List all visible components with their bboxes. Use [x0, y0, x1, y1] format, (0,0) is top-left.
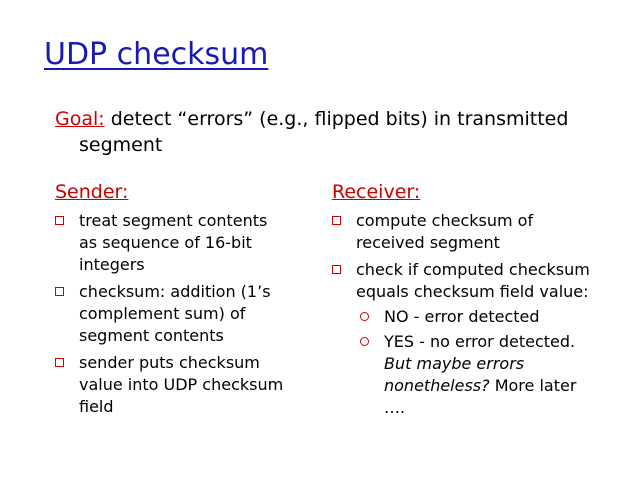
- subitem-yes-nonetheless: nonetheless?: [384, 376, 490, 395]
- square-bullet-icon: [332, 265, 341, 274]
- receiver-item-line: received segment: [356, 233, 500, 252]
- sender-heading: Sender:: [55, 181, 129, 203]
- sender-item-line: treat segment contents: [79, 211, 268, 230]
- square-bullet-icon: [55, 358, 64, 367]
- square-bullet-icon: [332, 216, 341, 225]
- square-bullet-icon: [55, 216, 64, 225]
- subitem-no: NO - error detected: [384, 307, 540, 326]
- sender-list: [55, 210, 300, 423]
- sender-item-line: segment contents: [79, 326, 224, 345]
- receiver-subitem: [356, 331, 622, 419]
- receiver-item: [332, 210, 622, 254]
- sender-item-line: integers: [79, 255, 145, 274]
- receiver-subitem: [356, 306, 622, 328]
- sender-item-line: complement sum) of: [79, 304, 246, 323]
- sender-item: [55, 352, 300, 418]
- subitem-yes-more-later: More later: [489, 376, 577, 395]
- sender-item: [55, 281, 300, 347]
- sender-item-line: sender puts checksum: [79, 353, 260, 372]
- slide-title: UDP checksum: [44, 37, 269, 72]
- subitem-yes: YES - no error detected.: [384, 332, 576, 351]
- goal-label: Goal:: [55, 108, 105, 130]
- sender-item-line: as sequence of 16-bit: [79, 233, 252, 252]
- subitem-yes-ellipsis: ….: [384, 398, 406, 417]
- receiver-item-line: equals checksum field value:: [356, 282, 589, 301]
- sender-item: [55, 210, 300, 276]
- sender-item-line: value into UDP checksum: [79, 375, 284, 394]
- receiver-item: [332, 259, 622, 419]
- goal-text: detect “errors” (e.g., flipped bits) in transmitted: [104, 108, 569, 130]
- goal-text-continued: segment: [79, 134, 163, 156]
- circle-bullet-icon: [360, 337, 369, 346]
- receiver-sublist: [356, 306, 622, 419]
- receiver-list: [332, 210, 622, 424]
- sender-item-line: checksum: addition (1’s: [79, 282, 271, 301]
- sender-item-line: field: [79, 397, 114, 416]
- goal-statement: [55, 106, 615, 158]
- subitem-yes-maybe: But maybe errors: [384, 354, 525, 373]
- receiver-item-line: check if computed checksum: [356, 260, 590, 279]
- receiver-heading: Receiver:: [332, 181, 421, 203]
- circle-bullet-icon: [360, 312, 369, 321]
- square-bullet-icon: [55, 287, 64, 296]
- receiver-item-line: compute checksum of: [356, 211, 534, 230]
